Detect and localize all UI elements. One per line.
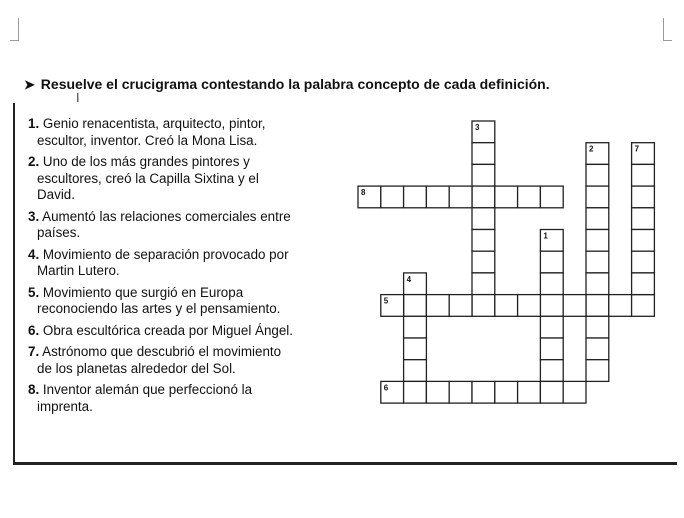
crossword-cell[interactable]: [472, 273, 495, 295]
clue-text: escultores, creó la Capilla Sixtina y el: [37, 170, 259, 186]
crossword-cell[interactable]: [540, 251, 563, 273]
crossword-cell[interactable]: [586, 316, 609, 338]
crossword-cell[interactable]: [495, 186, 518, 208]
crossword-cell[interactable]: [472, 230, 495, 252]
clue-number: 8.: [28, 382, 40, 397]
crossword-cell[interactable]: [472, 251, 495, 273]
crossword-cell[interactable]: [540, 316, 563, 338]
word-number-1: 1: [543, 231, 548, 241]
crossword-cell[interactable]: [404, 360, 427, 382]
crossword-cell[interactable]: [495, 295, 518, 317]
clue-text: Obra escultórica creada por Miguel Ángel.: [42, 322, 293, 338]
crossword-cell[interactable]: [404, 316, 427, 338]
clue-text: Movimiento que surgió en Europa: [42, 284, 244, 300]
crossword-cell[interactable]: [518, 381, 541, 403]
crossword-cell[interactable]: [586, 230, 609, 252]
crossword-cell[interactable]: [540, 273, 563, 295]
crossword-cell[interactable]: [632, 230, 655, 252]
word-number-4: 4: [406, 274, 412, 284]
crossword-cell[interactable]: [586, 251, 609, 273]
crossword-cell[interactable]: [449, 186, 472, 208]
crossword-cell[interactable]: [632, 208, 655, 230]
word-number-8: 8: [361, 188, 366, 198]
crossword-cell[interactable]: [540, 381, 563, 403]
word-number-7: 7: [634, 144, 640, 154]
crossword-cell[interactable]: [609, 295, 632, 317]
clue-text: imprenta.: [37, 398, 93, 414]
crossword-cell[interactable]: [472, 381, 495, 403]
word-number-2: 2: [589, 144, 594, 154]
clue-number: 3.: [28, 208, 40, 224]
crossword-cell[interactable]: [449, 295, 472, 317]
clue-text: David.: [37, 187, 75, 202]
crossword-cell[interactable]: [472, 295, 495, 317]
crossword-cell[interactable]: [404, 186, 427, 208]
crossword-cell[interactable]: [563, 381, 586, 403]
crossword-cell[interactable]: [495, 381, 518, 403]
crossword-cell[interactable]: [540, 338, 563, 360]
crossword-cell[interactable]: [472, 143, 495, 165]
crossword-cell[interactable]: [586, 186, 609, 208]
crossword-cell[interactable]: [449, 381, 472, 403]
crossword-cell[interactable]: [404, 338, 427, 360]
crossword-cell[interactable]: [472, 186, 495, 208]
crossword-cell[interactable]: [518, 295, 541, 317]
crossword-cell[interactable]: [404, 295, 427, 317]
clue-text: escultor, inventor. Creó la Mona Lisa.: [37, 132, 258, 148]
clue-text: Uno de los más grandes pintores y: [42, 154, 250, 169]
clue-number: 6.: [28, 322, 40, 338]
crossword-cell[interactable]: [632, 186, 655, 208]
crossword-cell[interactable]: [586, 295, 609, 317]
clue-number: 2.: [28, 154, 40, 169]
word-number-5: 5: [383, 296, 389, 306]
word-number-6: 6: [383, 383, 389, 393]
crossword-cell[interactable]: [586, 360, 609, 382]
clue-text: reconociendo las artes y el pensamiento.: [37, 301, 281, 316]
clue-text: Martin Lutero.: [37, 263, 120, 278]
clue-text: Astrónomo que descubrió el movimiento: [42, 344, 282, 359]
instruction-text: Resuelve el crucigrama contestando la palabra concepto de cada definición.: [40, 76, 550, 92]
crossword-cell[interactable]: [426, 295, 449, 317]
clue-number: 1.: [28, 116, 40, 131]
clue-text: Movimiento de separación provocado por: [42, 246, 289, 262]
crossword-cell[interactable]: [518, 186, 541, 208]
crossword-cell[interactable]: [404, 381, 427, 403]
crossword-cell[interactable]: [426, 381, 449, 403]
crossword-cell[interactable]: [472, 208, 495, 230]
crossword-cell[interactable]: [540, 360, 563, 382]
crossword-cell[interactable]: [586, 338, 609, 360]
crossword-cell[interactable]: [540, 295, 563, 317]
crossword-cell[interactable]: [426, 186, 449, 208]
clue-text: de los planetas alrededor del Sol.: [37, 360, 236, 376]
clue-number: 7.: [28, 344, 40, 359]
clue-text: países.: [37, 225, 81, 240]
crossword-cell[interactable]: [586, 208, 609, 230]
clue-text: Genio renacentista, arquitecto, pintor,: [42, 116, 266, 131]
text-cursor-icon: I: [76, 91, 80, 105]
crossword-cell[interactable]: [586, 164, 609, 186]
crossword-cell[interactable]: [586, 273, 609, 295]
crossword-cell[interactable]: [381, 186, 404, 208]
crossword-cell[interactable]: [540, 186, 563, 208]
clue-text: Aumentó las relaciones comerciales entre: [42, 208, 291, 224]
word-number-3: 3: [475, 123, 480, 132]
crossword-cell[interactable]: [632, 295, 655, 317]
crossword-cell[interactable]: [472, 164, 495, 186]
clue-text: Inventor alemán que perfeccionó la: [42, 382, 253, 397]
clue-number: 5.: [28, 284, 40, 300]
crossword-cell[interactable]: [632, 164, 655, 186]
clue-number: 4.: [28, 246, 40, 262]
crossword-cell[interactable]: [563, 295, 586, 317]
crossword-cell[interactable]: [632, 273, 655, 295]
crossword-cell[interactable]: [632, 251, 655, 273]
arrow-bullet-icon: ➤: [24, 77, 35, 92]
